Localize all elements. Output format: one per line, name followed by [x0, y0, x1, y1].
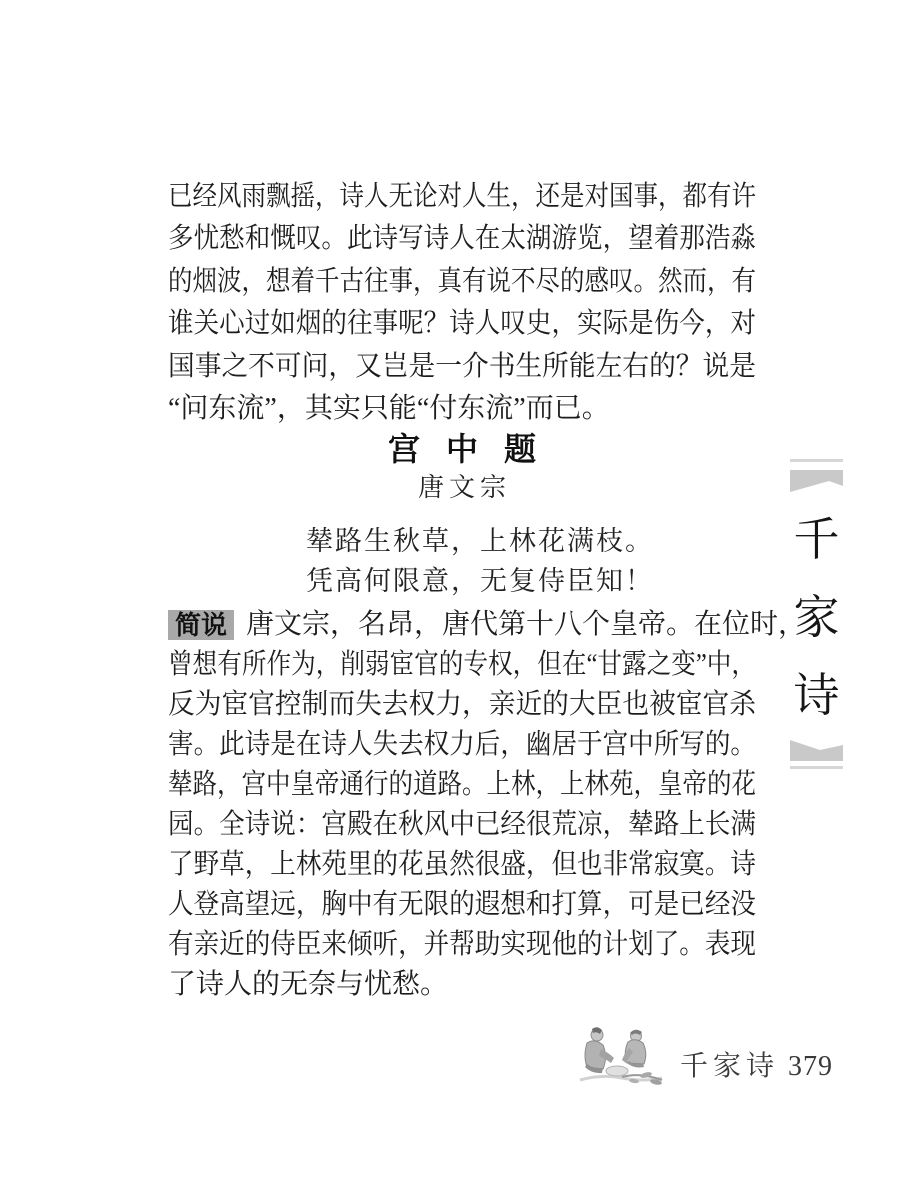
text-line-content: 辇路，宫中皇帝通行的道路。上林，上林苑，皇帝的花 — [168, 769, 756, 800]
footer-page-number: 379 — [788, 1051, 834, 1082]
text-line — [306, 521, 654, 561]
text-line — [168, 885, 756, 925]
poem-title-text: 宫中题 — [387, 431, 562, 467]
text-line — [168, 346, 756, 388]
text-line-content: 曾想有所作为，削弱宦官的专权，但在“甘露之变”中， — [168, 649, 756, 680]
intro-paragraph — [168, 176, 756, 430]
footer-book-title: 千家诗 — [680, 1051, 780, 1082]
text-line — [306, 561, 654, 601]
children-illustration — [572, 1022, 668, 1090]
footer — [680, 1044, 833, 1084]
text-line-content: 人登高望远，胸中有无限的遐想和打算，可是已经没 — [168, 889, 756, 920]
commentary-first-line — [168, 605, 807, 645]
text-line-content: 园。全诗说：宫殿在秋风中已经很荒凉，辇路上长满 — [168, 809, 756, 840]
text-line-content: 凭高何限意，无复侍臣知！ — [306, 566, 654, 596]
text-line-content: “问东流”，其实只能“付东流”而已。 — [168, 392, 610, 424]
text-line-content: 多忧愁和慨叹。此诗写诗人在太湖游览，望着那浩淼 — [168, 223, 756, 255]
poem-title — [168, 424, 756, 470]
margin-tab-char: 诗 — [793, 670, 840, 721]
margin-tab-char: 家 — [793, 592, 840, 643]
text-line — [168, 965, 756, 1005]
text-line-content: 辇路生秋草，上林花满枝。 — [306, 526, 654, 556]
text-line — [168, 645, 756, 685]
text-line-content: 了野草，上林苑里的花虽然很盛，但也非常寂寞。诗 — [168, 849, 756, 880]
text-line — [168, 925, 756, 965]
text-line-content: 反为宦官控制而失去权力，亲近的大臣也被宦官杀 — [168, 689, 756, 720]
text-line — [168, 805, 756, 845]
poem-body — [306, 521, 654, 601]
text-line — [246, 605, 806, 645]
text-line-content: 已经风雨飘摇，诗人无论对人生，还是对国事，都有许 — [168, 181, 756, 212]
poem-author-text: 唐文宗 — [417, 473, 511, 502]
text-line-content: 唐文宗，名昂，唐代第十八个皇帝。在位时， — [246, 609, 807, 640]
ribbon-fold-bottom-icon — [790, 738, 843, 770]
text-line-content: 有亲近的侍臣来倾听，并帮助实现他的计划了。表现 — [168, 929, 756, 960]
commentary-body — [168, 645, 756, 1005]
poem-author — [168, 467, 756, 504]
text-line-content: 谁关心过如烟的往事呢？诗人叹史，实际是伤今，对 — [168, 308, 756, 340]
text-line — [168, 685, 756, 725]
text-line — [168, 261, 756, 303]
text-line — [168, 176, 756, 218]
commentary-label: 简说 — [168, 610, 234, 640]
text-line — [168, 725, 756, 765]
text-line-content: 了诗人的无奈与忧愁。 — [168, 969, 449, 1000]
text-line-content: 的烟波，想着千古往事，真有说不尽的感叹。然而，有 — [168, 265, 756, 297]
text-line — [168, 845, 756, 885]
text-line — [168, 218, 756, 260]
commentary-section — [168, 605, 807, 1005]
ribbon-fold-top-icon — [790, 458, 843, 494]
text-line-content: 国事之不可问，又岂是一介书生所能左右的？说是 — [168, 350, 756, 382]
text-line — [168, 765, 756, 805]
margin-tab-char: 千 — [793, 514, 840, 565]
text-line-content: 害。此诗是在诗人失去权力后，幽居于宫中所写的。 — [168, 729, 756, 760]
text-line — [168, 303, 756, 345]
margin-tab — [790, 458, 843, 770]
